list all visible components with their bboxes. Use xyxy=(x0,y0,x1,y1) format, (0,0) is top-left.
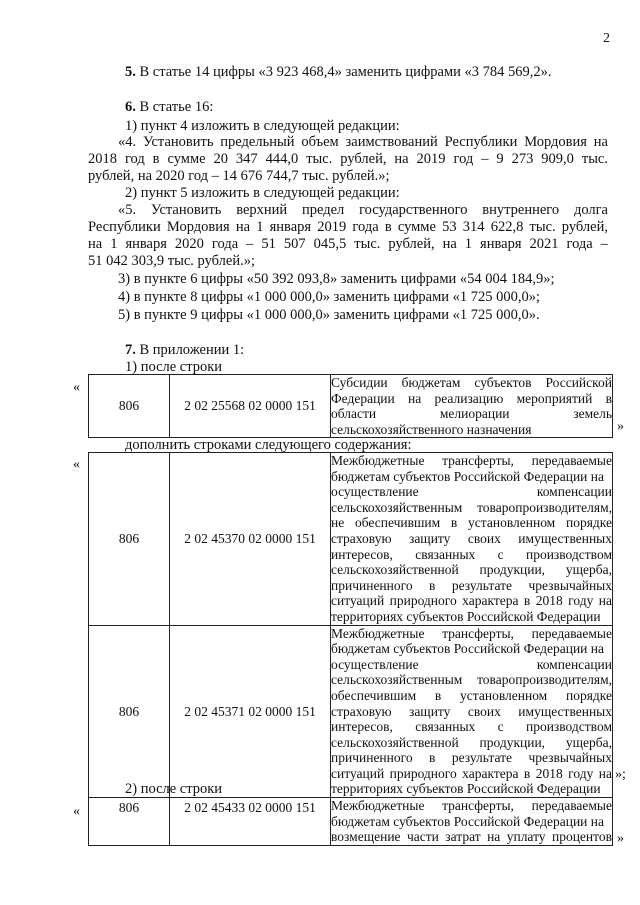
description-line: не обеспечившим в установленном порядке xyxy=(331,515,612,531)
admin-code-cell: 806 xyxy=(89,798,170,846)
paragraph-6-head-text: В статье 16: xyxy=(135,99,214,115)
admin-code-cell: 806 xyxy=(89,453,170,626)
table-row xyxy=(89,798,613,846)
open-quote-1: « xyxy=(73,380,80,395)
description-cell xyxy=(331,375,613,438)
description-cell xyxy=(331,453,613,626)
admin-code-cell: 806 xyxy=(89,625,170,798)
description-line: сельскохозяйственной продукции, ущерба, xyxy=(331,562,612,578)
table-row-block-3 xyxy=(88,797,613,846)
close-quote-semicolon: »; xyxy=(615,767,626,782)
description-line: сельскохозяйственным товаропроизводителям, xyxy=(331,499,612,515)
description-line: причиненного в результате чрезвычайных xyxy=(331,577,612,593)
description-line: страховую защиту своих имущественных xyxy=(331,703,612,719)
paragraph-6-line-12: 5) в пункте 9 цифры «1 000 000,0» заменить цифрами «1 725 000,0». xyxy=(118,307,540,323)
paragraph-6-line-11: 4) в пункте 8 цифры «1 000 000,0» заменить цифрами «1 725 000,0»; xyxy=(118,289,541,305)
description-line: интересов, связанных с производством xyxy=(331,546,612,562)
description-line: бюджетам субъектов Российской Федерации на xyxy=(331,468,604,484)
paragraph-6-line-1: 1) пункт 4 изложить в следующей редакции: xyxy=(125,118,400,134)
paragraph-6-line-8: на 1 января 2020 года – 51 507 045,5 тыс. рублей, на 1 января 2021 года – xyxy=(88,236,608,252)
description-line: сельскохозяйственной продукции, ущерба, xyxy=(331,734,612,750)
description-line: сельскохозяйственным товаропроизводителям, xyxy=(331,672,612,688)
paragraph-6-line-6: «5. Установить верхний предел государственного внутреннего долга xyxy=(118,202,608,218)
description-line: территориях субъектов Российской Федерации xyxy=(331,608,601,624)
paragraph-7-number: 7. xyxy=(125,342,136,358)
description-line: сельскохозяйственного назначения xyxy=(331,421,532,437)
open-quote-2: « xyxy=(73,457,80,472)
paragraph-7-head-text: В приложении 1: xyxy=(135,342,245,358)
table-row xyxy=(89,453,613,626)
paragraph-6-line-4: рублей, на 2020 год – 14 676 744,7 тыс. рублей.»; xyxy=(88,168,390,184)
paragraph-5-text: В статье 14 цифры «3 923 468,4» заменить цифрами «3 784 569,2». xyxy=(135,64,552,80)
table-row xyxy=(89,625,613,798)
paragraph-6-number: 6. xyxy=(125,99,136,115)
paragraph-6-line-2: «4. Установить предельный объем заимствований Республики Мордовия на xyxy=(118,134,608,150)
description-line: Межбюджетные трансферты, передаваемые xyxy=(331,453,612,468)
description-line: осуществление компенсации xyxy=(331,484,612,500)
paragraph-6-line-3: 2018 год в сумме 20 347 444,0 тыс. рублей, на 2019 год – 9 273 909,0 тыс. xyxy=(88,151,608,167)
description-line: ситуаций природного характера в 2018 году на xyxy=(331,593,612,609)
after-row-label-1: 1) после строки xyxy=(125,359,223,375)
description-line: бюджетам субъектов Российской Федерации на xyxy=(331,641,604,657)
description-line: территориях субъектов Российской Федерации xyxy=(331,781,601,797)
page-number: 2 xyxy=(603,31,610,46)
revenue-code-cell: 2 02 45371 02 0000 151 xyxy=(170,625,331,798)
description-line: бюджетам субъектов Российской Федерации на xyxy=(331,813,604,829)
description-cell xyxy=(331,798,613,846)
revenue-code-cell: 2 02 25568 02 0000 151 xyxy=(170,375,331,438)
paragraph-5-number: 5. xyxy=(125,64,136,80)
table-row-block-1 xyxy=(88,374,613,438)
description-line: Межбюджетные трансферты, передаваемые xyxy=(331,798,612,814)
description-line: возмещение части затрат на уплату процентов xyxy=(331,829,612,845)
revenue-code-cell: 2 02 45370 02 0000 151 xyxy=(170,453,331,626)
description-line: ситуаций природного характера в 2018 году на xyxy=(331,765,612,781)
description-line: Межбюджетные трансферты, передаваемые xyxy=(331,625,612,641)
paragraph-6-line-10: 3) в пункте 6 цифры «50 392 093,8» заменить цифрами «54 004 184,9»; xyxy=(118,271,555,287)
paragraph-6-line-9: 51 042 303,9 тыс. рублей.»; xyxy=(88,253,255,269)
description-line: причиненного в результате чрезвычайных xyxy=(331,750,612,766)
paragraph-6-heading xyxy=(125,98,213,116)
paragraph-6-line-5: 2) пункт 5 изложить в следующей редакции: xyxy=(125,185,400,201)
paragraph-6-line-7: Республики Мордовия на 1 января 2019 года в сумме 53 314 622,8 тыс. рублей, xyxy=(88,219,608,235)
admin-code-cell: 806 xyxy=(89,375,170,438)
paragraph-5 xyxy=(125,63,552,81)
revenue-code-cell: 2 02 45433 02 0000 151 xyxy=(170,798,331,846)
add-rows-label: дополнить строками следующего содержания: xyxy=(125,437,412,453)
table-row xyxy=(89,375,613,438)
description-line: страховую защиту своих имущественных xyxy=(331,530,612,546)
description-cell xyxy=(331,625,613,798)
table-row-block-2 xyxy=(88,452,613,798)
description-line: интересов, связанных с производством xyxy=(331,719,612,735)
close-quote-1: » xyxy=(617,419,624,434)
description-line: Федерации на реализацию мероприятий в xyxy=(331,390,612,406)
after-row-label-2: 2) после строки xyxy=(125,781,223,797)
open-quote-3: « xyxy=(73,804,80,819)
paragraph-7-heading xyxy=(125,341,244,359)
description-line: Субсидии бюджетам субъектов Российской xyxy=(331,375,612,390)
close-quote-3: » xyxy=(617,831,624,846)
description-line: осуществление компенсации xyxy=(331,656,612,672)
description-line: области мелиорации земель xyxy=(331,406,612,422)
description-line: обеспечившим в установленном порядке xyxy=(331,687,612,703)
